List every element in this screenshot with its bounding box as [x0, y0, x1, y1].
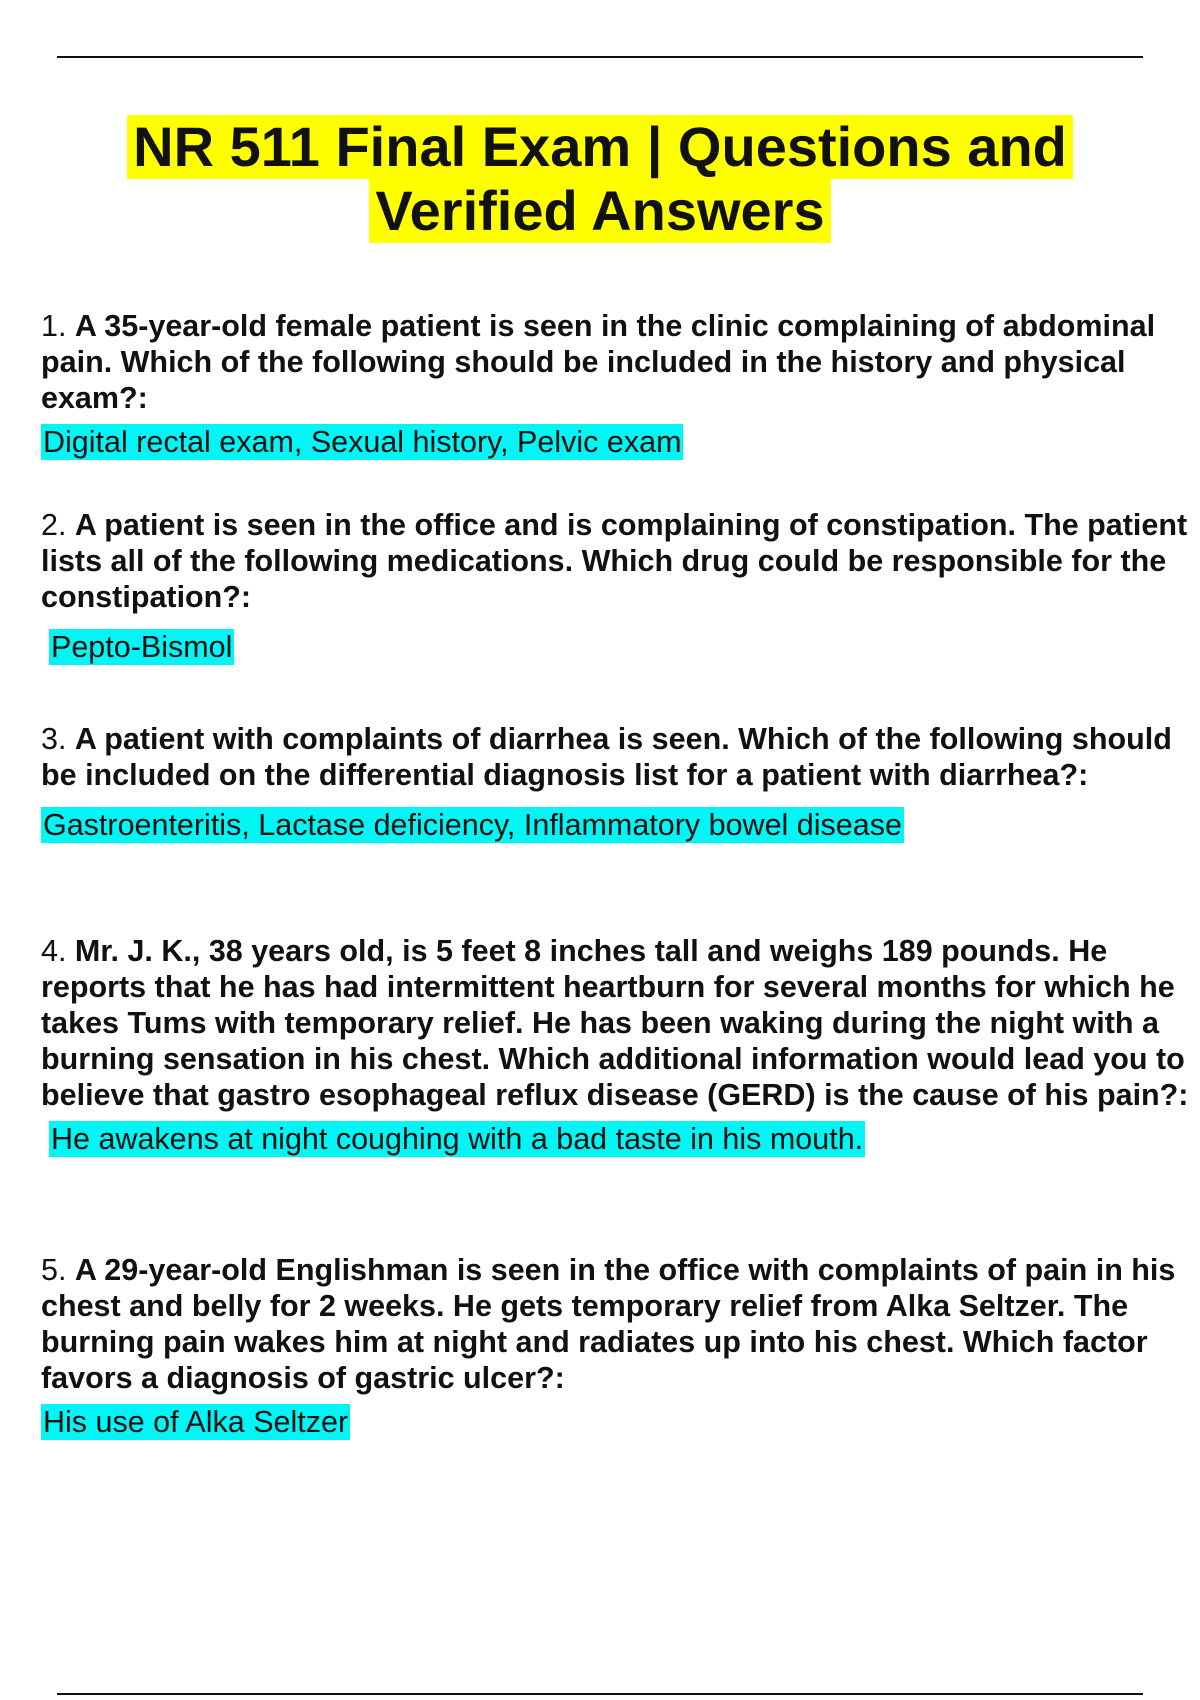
question-number: 3. — [41, 722, 67, 756]
question-number: 4. — [41, 934, 67, 968]
question-text — [41, 308, 1196, 416]
answer-highlight: Digital rectal exam, Sexual history, Pelvic exam — [43, 425, 682, 459]
question-item-1 — [41, 308, 1196, 460]
question-number: 5. — [41, 1253, 67, 1287]
question-body: Mr. J. K., 38 years old, is 5 feet 8 inches tall and weighs 189 pounds. He reports that he has had intermittent heartburn for several months for which he takes Tums with temporary relief. He has been waking during the night with a burning sensation in his chest. Which additional information would lead you to believe that gastro esophageal reflux disease (GERD) is the cause of his pain?: — [41, 934, 1189, 1112]
top-divider — [57, 56, 1143, 58]
question-body: A patient is seen in the office and is complaining of constipation. The patient lists all of the following medications. Which drug could be responsible for the constipation?: — [41, 508, 1188, 614]
question-text — [41, 507, 1196, 615]
question-number: 1. — [41, 309, 67, 343]
question-text — [41, 933, 1196, 1113]
question-item-4 — [41, 933, 1196, 1157]
question-text — [41, 721, 1196, 793]
answer-highlight: His use of Alka Seltzer — [43, 1405, 349, 1439]
question-item-5 — [41, 1252, 1196, 1440]
question-body: A patient with complaints of diarrhea is seen. Which of the following should be included on the differential diagnosis list for a patient with diarrhea?: — [41, 722, 1172, 792]
title-line-2: Verified Answers — [369, 179, 830, 243]
title-line-1: NR 511 Final Exam | Questions and — [127, 115, 1073, 179]
answer-highlight: Pepto-Bismol — [51, 630, 233, 664]
question-item-3 — [41, 721, 1196, 843]
answer-highlight: He awakens at night coughing with a bad taste in his mouth. — [51, 1122, 864, 1156]
question-number: 2. — [41, 508, 67, 542]
question-item-2 — [41, 507, 1196, 665]
bottom-divider — [57, 1693, 1143, 1695]
question-text — [41, 1252, 1196, 1396]
question-body: A 29-year-old Englishman is seen in the office with complaints of pain in his chest and belly for 2 weeks. He gets temporary relief from Alka Seltzer. The burning pain wakes him at night and radiates up into his chest. Which factor favors a diagnosis of gastric ulcer?: — [41, 1253, 1176, 1395]
question-body: A 35-year-old female patient is seen in the clinic complaining of abdominal pain. Which of the following should be included in the history and physical exam?: — [41, 309, 1156, 415]
document-title — [0, 115, 1200, 243]
answer-highlight: Gastroenteritis, Lactase deficiency, Inflammatory bowel disease — [43, 808, 902, 842]
